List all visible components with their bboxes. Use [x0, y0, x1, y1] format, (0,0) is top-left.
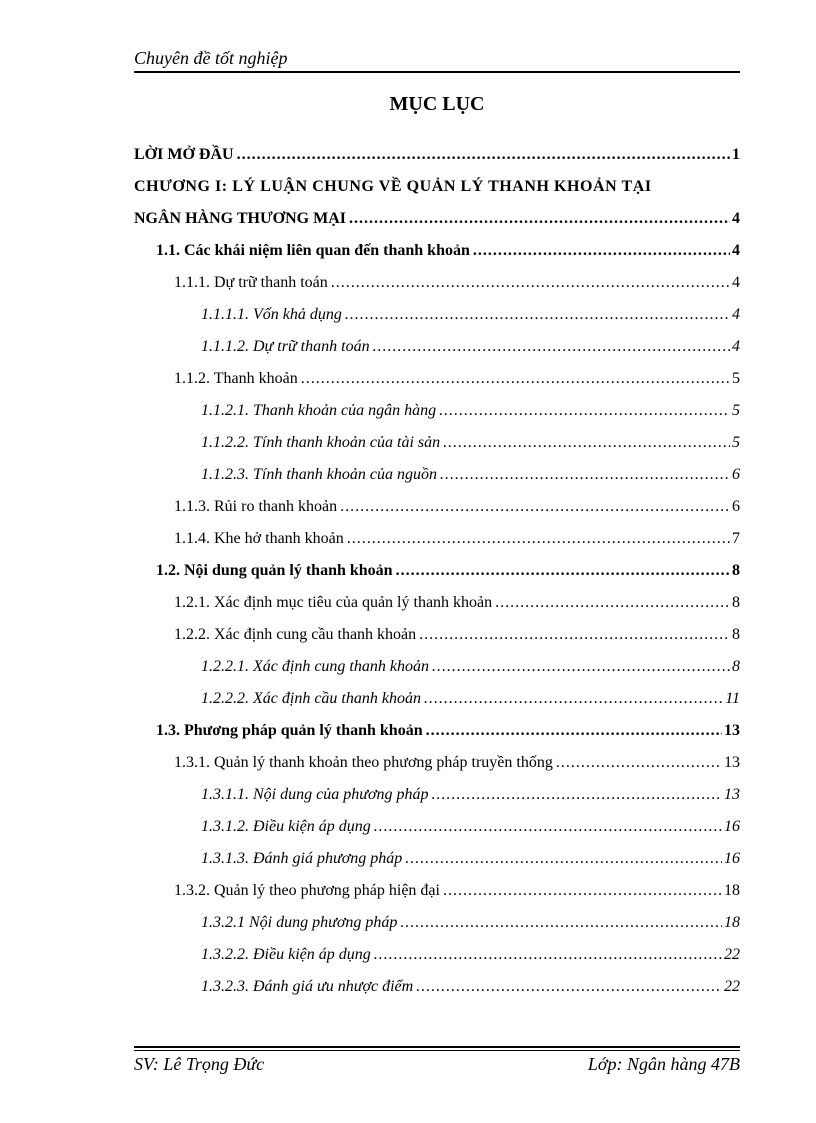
dot-leader — [416, 978, 722, 996]
toc-page: 8 — [732, 626, 740, 643]
toc-page: 16 — [724, 850, 740, 867]
toc-entry[interactable] — [134, 363, 740, 395]
footer-rule — [134, 1046, 740, 1048]
toc-label: 1.1.3. Rủi ro thanh khoản — [174, 498, 338, 515]
toc-page: 13 — [724, 722, 740, 739]
toc-label: 1.1. Các khái niệm liên quan đến thanh khoản — [156, 242, 470, 259]
page-title: MỤC LỤC — [389, 93, 485, 115]
toc-entry[interactable] — [134, 299, 740, 331]
dot-leader — [405, 850, 722, 868]
toc-label: CHƯƠNG I: LÝ LUẬN CHUNG VỀ QUẢN LÝ THANH KHOẢN TẠI — [134, 178, 652, 195]
toc-page: 22 — [724, 946, 740, 963]
toc-label: 1.2. Nội dung quản lý thanh khoản — [156, 562, 393, 579]
toc-entry[interactable] — [134, 811, 740, 843]
dot-leader — [473, 242, 730, 260]
toc-page: 5 — [732, 434, 740, 451]
dot-leader — [374, 818, 722, 836]
toc-chapter1-line1[interactable] — [134, 171, 740, 203]
toc-label: 1.1.1.1. Vốn khả dụng — [201, 306, 342, 323]
toc-label: 1.2.2.2. Xác định cầu thanh khoản — [201, 690, 421, 707]
toc-label: 1.3.2. Quản lý theo phương pháp hiện đại — [174, 882, 440, 899]
toc-label: 1.1.2.3. Tính thanh khoản của nguồn — [201, 466, 437, 483]
dot-leader — [340, 498, 730, 516]
header-rule — [134, 71, 740, 73]
toc-page: 5 — [732, 402, 740, 419]
toc-page: 8 — [732, 562, 740, 579]
toc-entry[interactable] — [134, 875, 740, 907]
toc-label: 1.1.1. Dự trữ thanh toán — [174, 274, 328, 291]
toc-label: 1.2.1. Xác định mục tiêu của quản lý thanh khoản — [174, 594, 493, 611]
toc-page: 11 — [725, 690, 740, 707]
toc-entry[interactable] — [134, 491, 740, 523]
page-footer — [134, 1054, 740, 1075]
toc-entry[interactable] — [134, 715, 740, 747]
toc-page: 22 — [724, 978, 740, 995]
toc-label: 1.1.2. Thanh khoản — [174, 370, 298, 387]
dot-leader — [419, 626, 730, 644]
toc-entry[interactable] — [134, 619, 740, 651]
toc-label: 1.3.1.2. Điều kiện áp dụng — [201, 818, 371, 835]
toc-entry[interactable] — [134, 587, 740, 619]
toc-label: 1.3.2.1 Nội dung phương pháp — [201, 914, 398, 931]
toc-label: 1.1.4. Khe hở thanh khoản — [174, 530, 344, 547]
toc-entry[interactable] — [134, 235, 740, 267]
toc-label: 1.1.1.2. Dự trữ thanh toán — [201, 338, 370, 355]
dot-leader — [349, 210, 730, 228]
footer-class: Lớp: Ngân hàng 47B — [587, 1054, 740, 1074]
toc-entry[interactable] — [134, 843, 740, 875]
dot-leader — [331, 274, 730, 292]
toc-page: 4 — [732, 242, 740, 259]
toc-entry[interactable] — [134, 779, 740, 811]
toc-entry[interactable] — [134, 267, 740, 299]
toc-entry[interactable] — [134, 939, 740, 971]
toc-page: 8 — [732, 658, 740, 675]
toc-entry[interactable] — [134, 395, 740, 427]
header-text: Chuyên đề tốt nghiệp — [134, 48, 288, 68]
toc-entry[interactable] — [134, 523, 740, 555]
toc-entry[interactable] — [134, 747, 740, 779]
toc-label: LỜI MỞ ĐẦU — [134, 146, 234, 163]
toc-page: 7 — [732, 530, 740, 547]
toc-entry[interactable] — [134, 427, 740, 459]
dot-leader — [396, 562, 730, 580]
toc-label: 1.1.2.1. Thanh khoản của ngân hàng — [201, 402, 437, 419]
toc-entry[interactable] — [134, 907, 740, 939]
toc-intro[interactable] — [134, 139, 740, 171]
toc-page: 13 — [724, 786, 740, 803]
toc-label: 1.3.2.2. Điều kiện áp dụng — [201, 946, 371, 963]
toc-page: 1 — [732, 146, 740, 163]
toc-page: 6 — [732, 466, 740, 483]
toc-page: 4 — [732, 274, 740, 291]
dot-leader — [432, 658, 730, 676]
dot-leader — [495, 594, 730, 612]
toc-page: 4 — [732, 338, 740, 355]
dot-leader — [237, 146, 730, 164]
dot-leader — [556, 754, 722, 772]
toc-page: 4 — [732, 210, 740, 227]
dot-leader — [443, 882, 722, 900]
toc-label: NGÂN HÀNG THƯƠNG MẠI — [134, 210, 346, 227]
table-of-contents — [134, 139, 740, 1003]
toc-label: 1.2.2. Xác định cung cầu thanh khoản — [174, 626, 417, 643]
toc-entry[interactable] — [134, 459, 740, 491]
toc-entry[interactable] — [134, 555, 740, 587]
toc-entry[interactable] — [134, 971, 740, 1003]
toc-page: 18 — [724, 882, 740, 899]
dot-leader — [400, 914, 722, 932]
toc-page: 13 — [724, 754, 740, 771]
toc-page: 8 — [732, 594, 740, 611]
toc-page: 4 — [732, 306, 740, 323]
page-header — [134, 46, 740, 70]
dot-leader — [301, 370, 730, 388]
footer-rule-thin — [134, 1050, 740, 1051]
toc-label: 1.3.1. Quản lý thanh khoản theo phương pháp truyền thống — [174, 754, 553, 771]
toc-label: 1.1.2.2. Tính thanh khoản của tài sản — [201, 434, 441, 451]
dot-leader — [431, 786, 722, 804]
toc-label: 1.3.1.3. Đánh giá phương pháp — [201, 850, 403, 867]
dot-leader — [426, 722, 722, 740]
dot-leader — [347, 530, 730, 548]
toc-page: 16 — [724, 818, 740, 835]
footer-student: SV: Lê Trọng Đức — [134, 1054, 265, 1074]
dot-leader — [443, 434, 730, 452]
dot-leader — [373, 338, 730, 356]
toc-entry[interactable] — [134, 331, 740, 363]
toc-label: 1.3.2.3. Đánh giá ưu nhược điểm — [201, 978, 414, 995]
dot-leader — [424, 690, 723, 708]
toc-label: 1.3.1.1. Nội dung của phương pháp — [201, 786, 429, 803]
toc-entry[interactable] — [134, 651, 740, 683]
dot-leader — [345, 306, 730, 324]
toc-page: 18 — [724, 914, 740, 931]
toc-label: 1.2.2.1. Xác định cung thanh khoản — [201, 658, 429, 675]
toc-chapter1-line2[interactable] — [134, 203, 740, 235]
dot-leader — [440, 466, 730, 484]
toc-page: 6 — [732, 498, 740, 515]
toc-page: 5 — [732, 370, 740, 387]
toc-entry[interactable] — [134, 683, 740, 715]
dot-leader — [374, 946, 722, 964]
toc-label: 1.3. Phương pháp quản lý thanh khoản — [156, 722, 423, 739]
dot-leader — [439, 402, 730, 420]
